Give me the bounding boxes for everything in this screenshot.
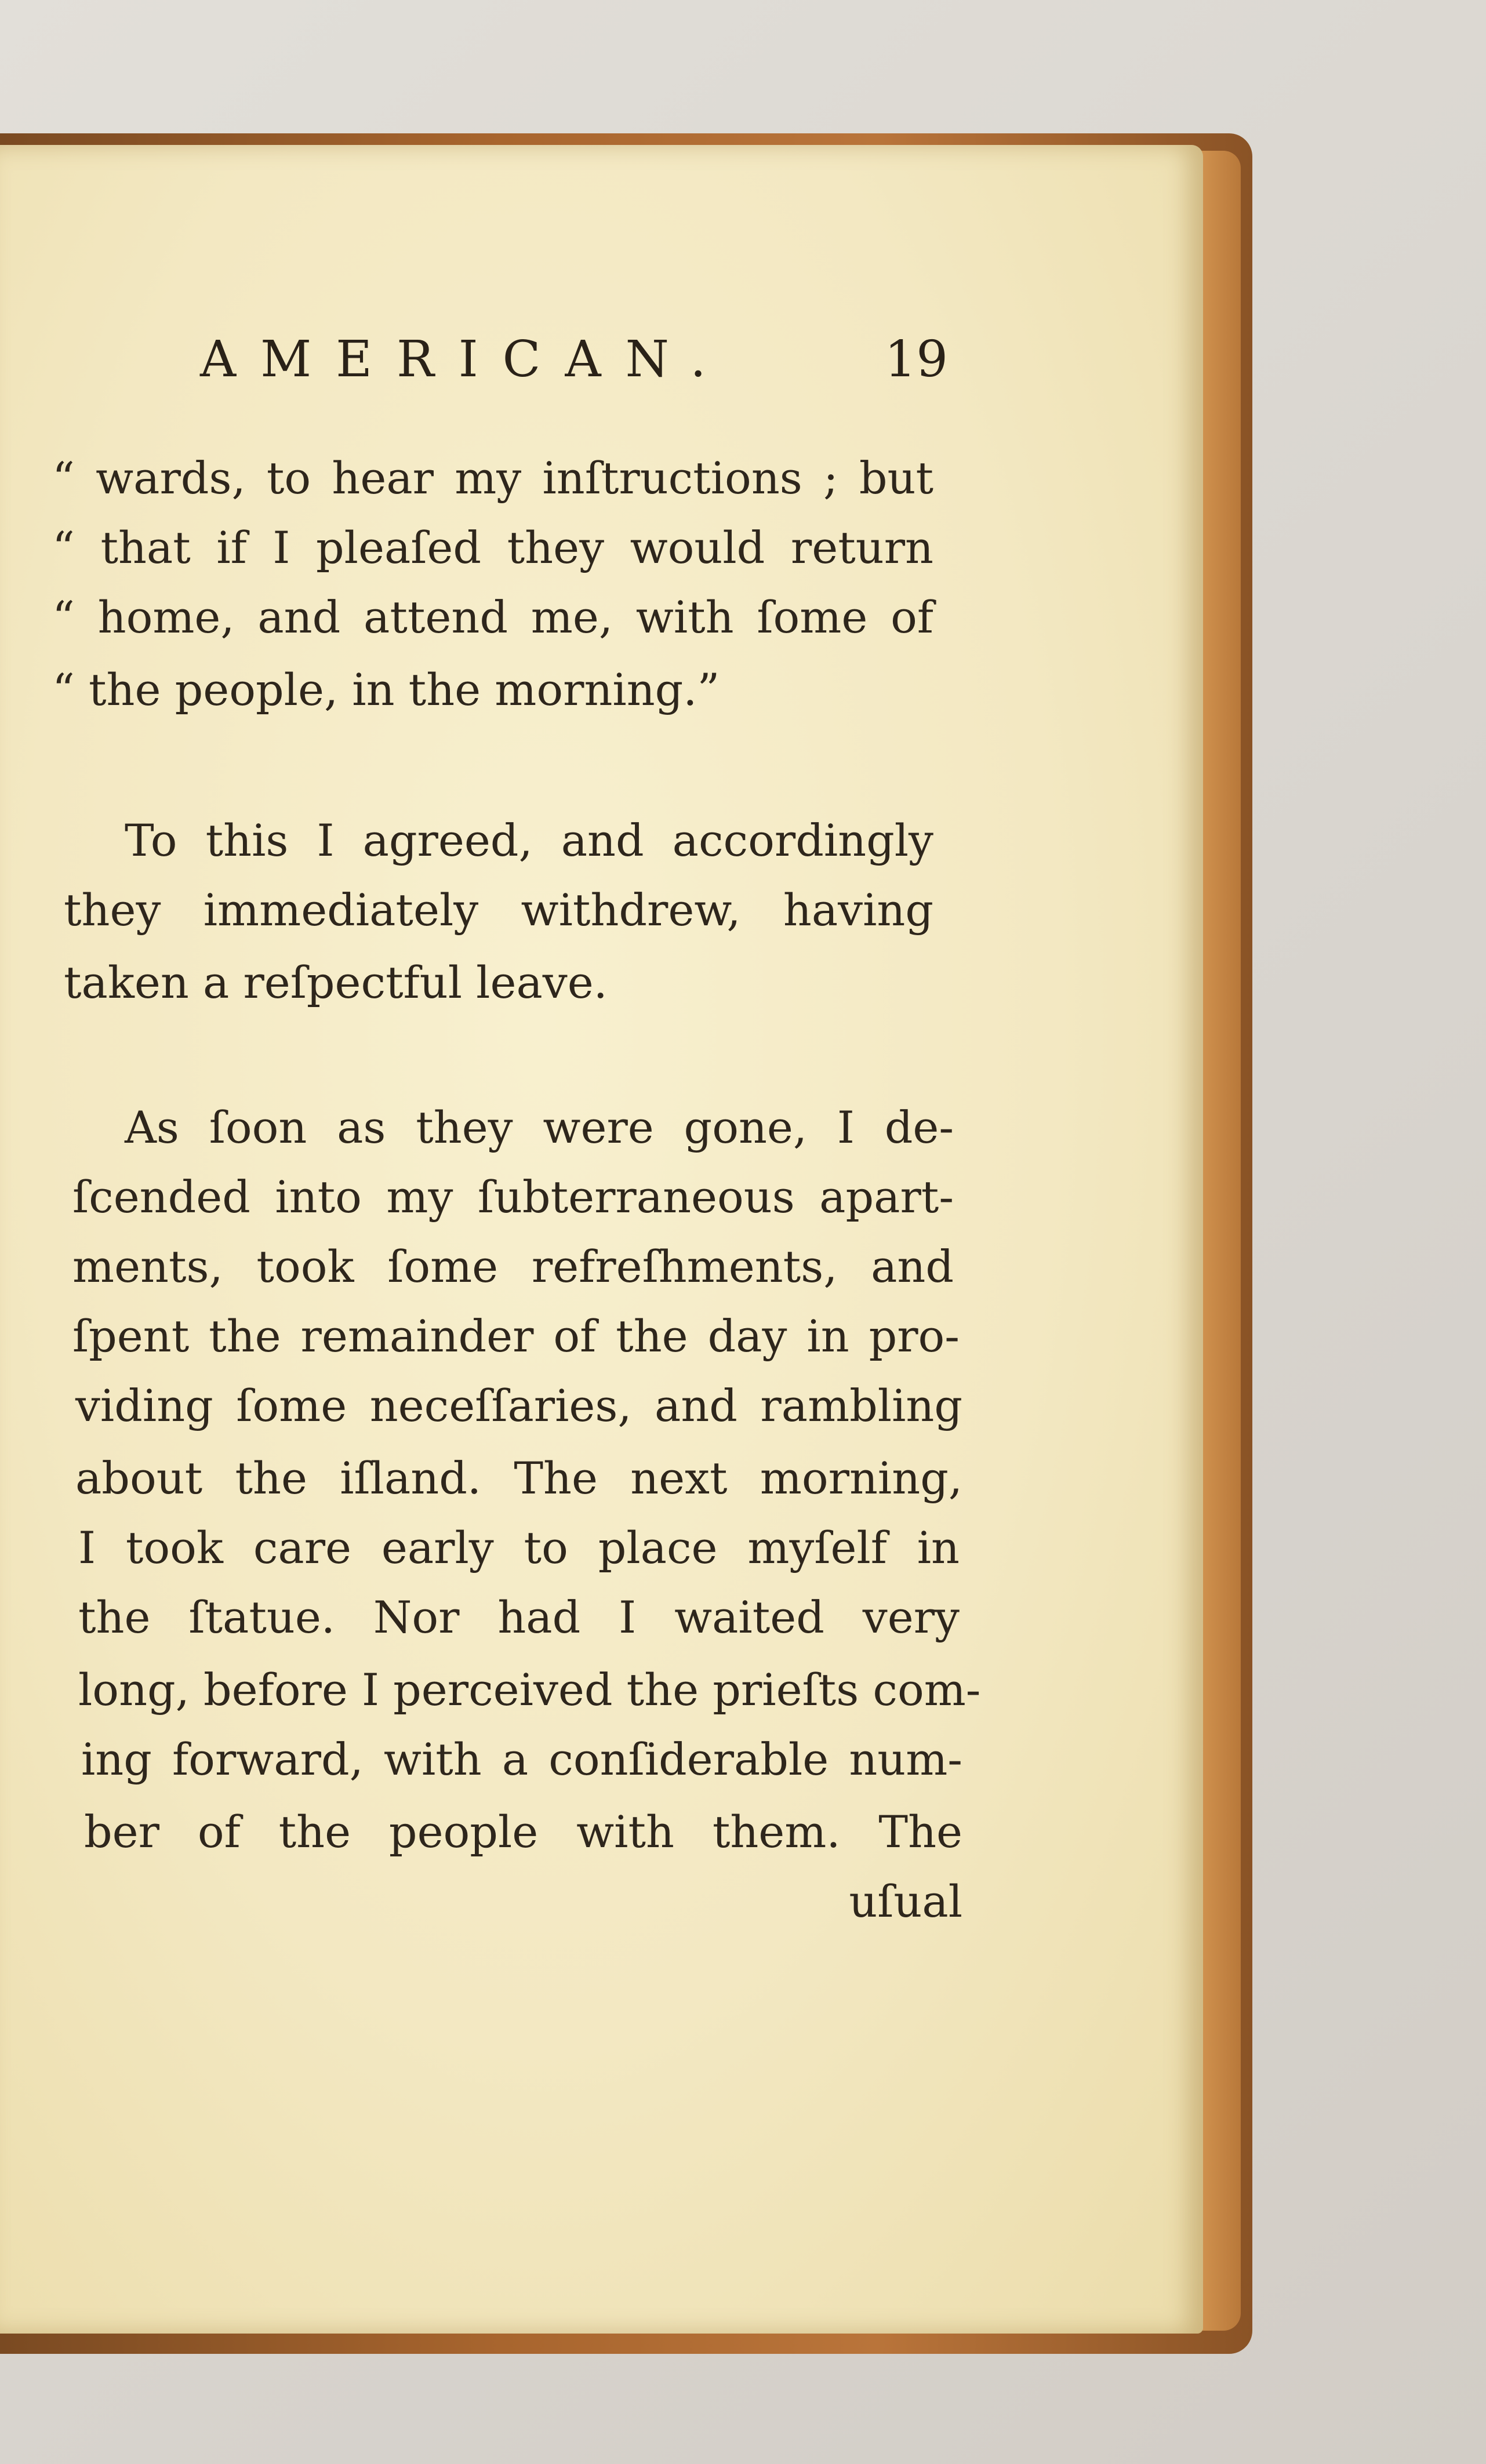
text-line: the ſtatue. Nor had I waited very: [78, 1591, 960, 1643]
text-line: ments, took ſome refreſhments, and: [72, 1241, 954, 1292]
text-line: long, before I perceived the prieſts com-: [78, 1664, 981, 1716]
text-line: about the iſland. The next morning,: [75, 1452, 962, 1504]
running-title: AMERICAN.: [200, 330, 731, 388]
text-line: ſcended into my ſubterraneous apart-: [72, 1171, 954, 1223]
text-line: ber of the people with them. The: [84, 1806, 962, 1858]
text-line: ing forward, with a conſiderable num-: [81, 1733, 962, 1785]
text-line: “ the people, in the morning.”: [52, 664, 720, 715]
text-line: I took care early to place myſelf in: [78, 1522, 960, 1573]
catchword: uſual: [849, 1876, 962, 1927]
page-header: [200, 328, 948, 391]
text-line: “ that if I pleaſed they would return: [52, 522, 933, 573]
text-line: taken a reſpectful leave.: [64, 957, 608, 1008]
text-line: To this I agreed, and accordingly: [125, 815, 933, 866]
page-number: 19: [884, 330, 948, 388]
text-line: they immediately withdrew, having: [64, 884, 933, 936]
text-line: ſpent the remainder of the day in pro-: [72, 1310, 960, 1362]
text-line: “ home, and attend me, with ſome of: [52, 591, 933, 643]
text-line: “ wards, to hear my inſtructions ; but: [52, 452, 933, 504]
text-line: As ſoon as they were gone, I de-: [125, 1102, 954, 1153]
text-line: viding ſome neceſſaries, and rambling: [75, 1380, 962, 1431]
